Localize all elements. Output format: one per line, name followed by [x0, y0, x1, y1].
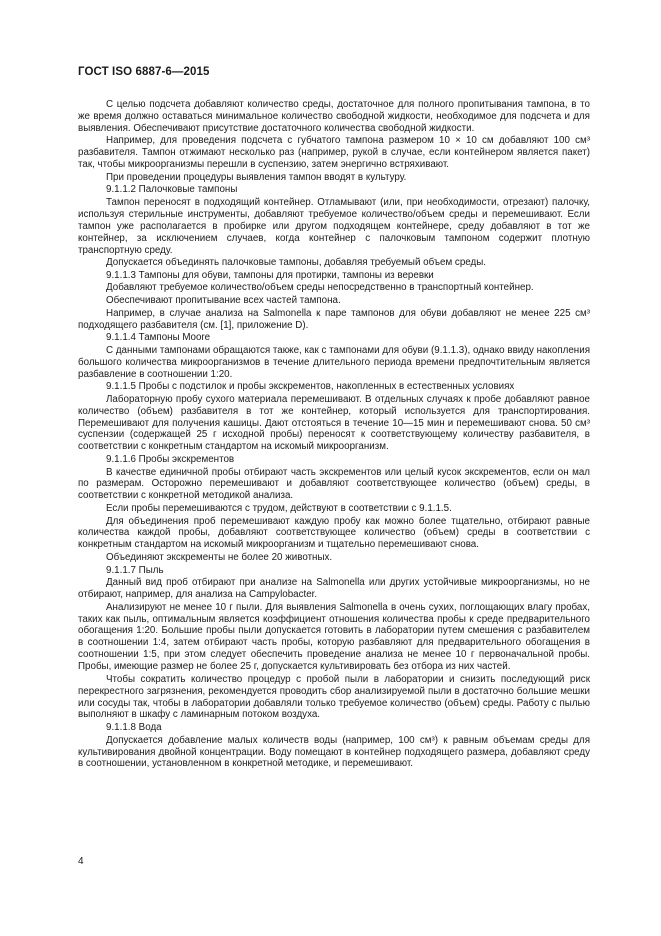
paragraph: Чтобы сократить количество процедур с пробой пыли в лаборатории и снизить последующий риск перекрестного загрязнения, рекомендуется проводить сбор анализируемой пыли в достаточно большие мешки или сосуды так, чтобы в лаборатории добавляли только требуемое количество (объем) среды. Работу с пылью выполняют в шкафу с ламинарным потоком воздуха. — [78, 673, 590, 721]
document-body — [78, 99, 590, 771]
section-heading: 9.1.1.6 Пробы экскрементов — [106, 453, 235, 465]
paragraph: Лабораторную пробу сухого материала перемешивают. В отдельных случаях к пробе добавляют равное количество (объем) разбавителя в тот же контейнер, который используется для транспортирования. Перемешивают для получения кашицы. Дают отстояться в течение 10—15 мин и перемешивают снова. 50 см³ суспензии (содержащей 25 г исходной пробы) переносят к соответствующему количеству разбавителя, в соответствии с конкретным стандартом на искомый микроорганизм. — [78, 393, 590, 453]
section-heading: 9.1.1.2 Палочковые тампоны — [106, 184, 238, 196]
paragraph: Для объединения проб перемешивают каждую пробу как можно более тщательно, отбирают равные количества каждой пробы, добавляют соответствующее количество (объем) среды в соответствии с конкретным стандартом на искомый микроорганизм и тщательно перемешивают снова. — [78, 515, 590, 551]
paragraph: Обеспечивают пропитывание всех частей тампона. — [106, 295, 341, 306]
section-heading: 9.1.1.4 Тампоны Moore — [106, 332, 211, 344]
paragraph: Допускается добавление малых количеств воды (например, 100 см³) к равным объемам среды для культивирования двойной концентрации. Воду помещают в контейнер подходящего размера, добавляют среду в соотношении, установленном в конкретной методике, и перемешивают. — [78, 734, 590, 770]
document-header: ГОСТ ISO 6887-6—2015 — [78, 66, 210, 78]
paragraph: Например, в случае анализа на Salmonella к паре тампонов для обуви добавляют не менее 225 см³ подходящего разбавителя (см. [1], приложение D). — [78, 307, 590, 331]
paragraph: Допускается объединять палочковые тампоны, добавляя требуемый объем среды. — [106, 257, 486, 269]
paragraph: С целью подсчета добавляют количество среды, достаточное для полного пропитывания тампона, в то же время должно оставаться минимальное количество свободной жидкости, необходимое для подсчета и для выявления. Обеспечивают присутствие достаточного количества свободной жидкости. — [78, 99, 590, 134]
paragraph: Например, для проведения подсчета с губчатого тампона размером 10 × 10 см добавляют 100 см³ разбавителя. Тампон отжимают несколько раз (например, рукой в случае, если контейнером является пакет) так, чтобы микроорганизмы перешли в суспензию, затем энергично встряхивают. — [78, 135, 590, 171]
paragraph: Анализируют не менее 10 г пыли. Для выявления Salmonella в очень сухих, поглощающих влагу пробах, таких как пыль, оптимальным является коэффициент отношения количества пробы к среде предварительного обогащения 1:20. Большие пробы пыли допускается готовить в лаборатории путем смешения с разбавителем в соотношении 1:4, затем отбирают часть пробы, которую разбавляют для предварительного обогащения в соотношении 1:5, при этом следует обеспечить проведение анализа не менее 10 г первоначальной пробы. Пробы, имеющие размер не более 25 г, допускается культивировать без отбора из них частей. — [78, 601, 590, 673]
paragraph: Данный вид проб отбирают при анализе на Salmonella или других устойчивые микроорганизмы, но не отбирают, например, для анализа на Campylobacter. — [78, 577, 590, 600]
paragraph: С данными тампонами обращаются также, как с тампонами для обуви (9.1.1.3), однако ввиду накопления большого количества микроорганизмов в течение длительного периода времени предпочтительным является разбавление в соотношении 1:20. — [78, 344, 590, 380]
page-number: 4 — [78, 856, 84, 867]
paragraph: Объединяют экскременты не более 20 животных. — [106, 551, 333, 563]
paragraph: В качестве единичной пробы отбирают часть экскрементов или целый кусок экскрементов, если он мал по размерам. Осторожно перемешивают и добавляют соответствующее количество (объем) среды, в соответствии с конкретной методикой анализа. — [78, 466, 590, 502]
section-heading: 9.1.1.8 Вода — [106, 722, 162, 734]
paragraph: Тампон переносят в подходящий контейнер. Отламывают (или, при необходимости, отрезают) палочку, используя стерильные инструменты, добавляют требуемое количество/объем среды и перемешивают. Если тампон уже располагается в пробирке или другом подходящем контейнере, среду добавляют в тот же контейнер, за исключением случаев, когда контейнер с палочковым тампоном содержит плотную транспортную среду. — [78, 197, 590, 256]
section-heading: 9.1.1.3 Тампоны для обуви, тампоны для протирки, тампоны из веревки — [106, 269, 434, 281]
paragraph: Если пробы перемешиваются с трудом, действуют в соответствии с 9.1.1.5. — [106, 502, 452, 514]
paragraph: Добавляют требуемое количество/объем среды непосредственно в транспортный контейнер. — [106, 282, 534, 294]
section-heading: 9.1.1.7 Пыль — [106, 564, 164, 576]
paragraph: При проведении процедуры выявления тампон вводят в культуру. — [106, 171, 407, 183]
section-heading: 9.1.1.5 Пробы с подстилок и пробы экскрементов, накопленных в естественных условиях — [106, 381, 515, 393]
